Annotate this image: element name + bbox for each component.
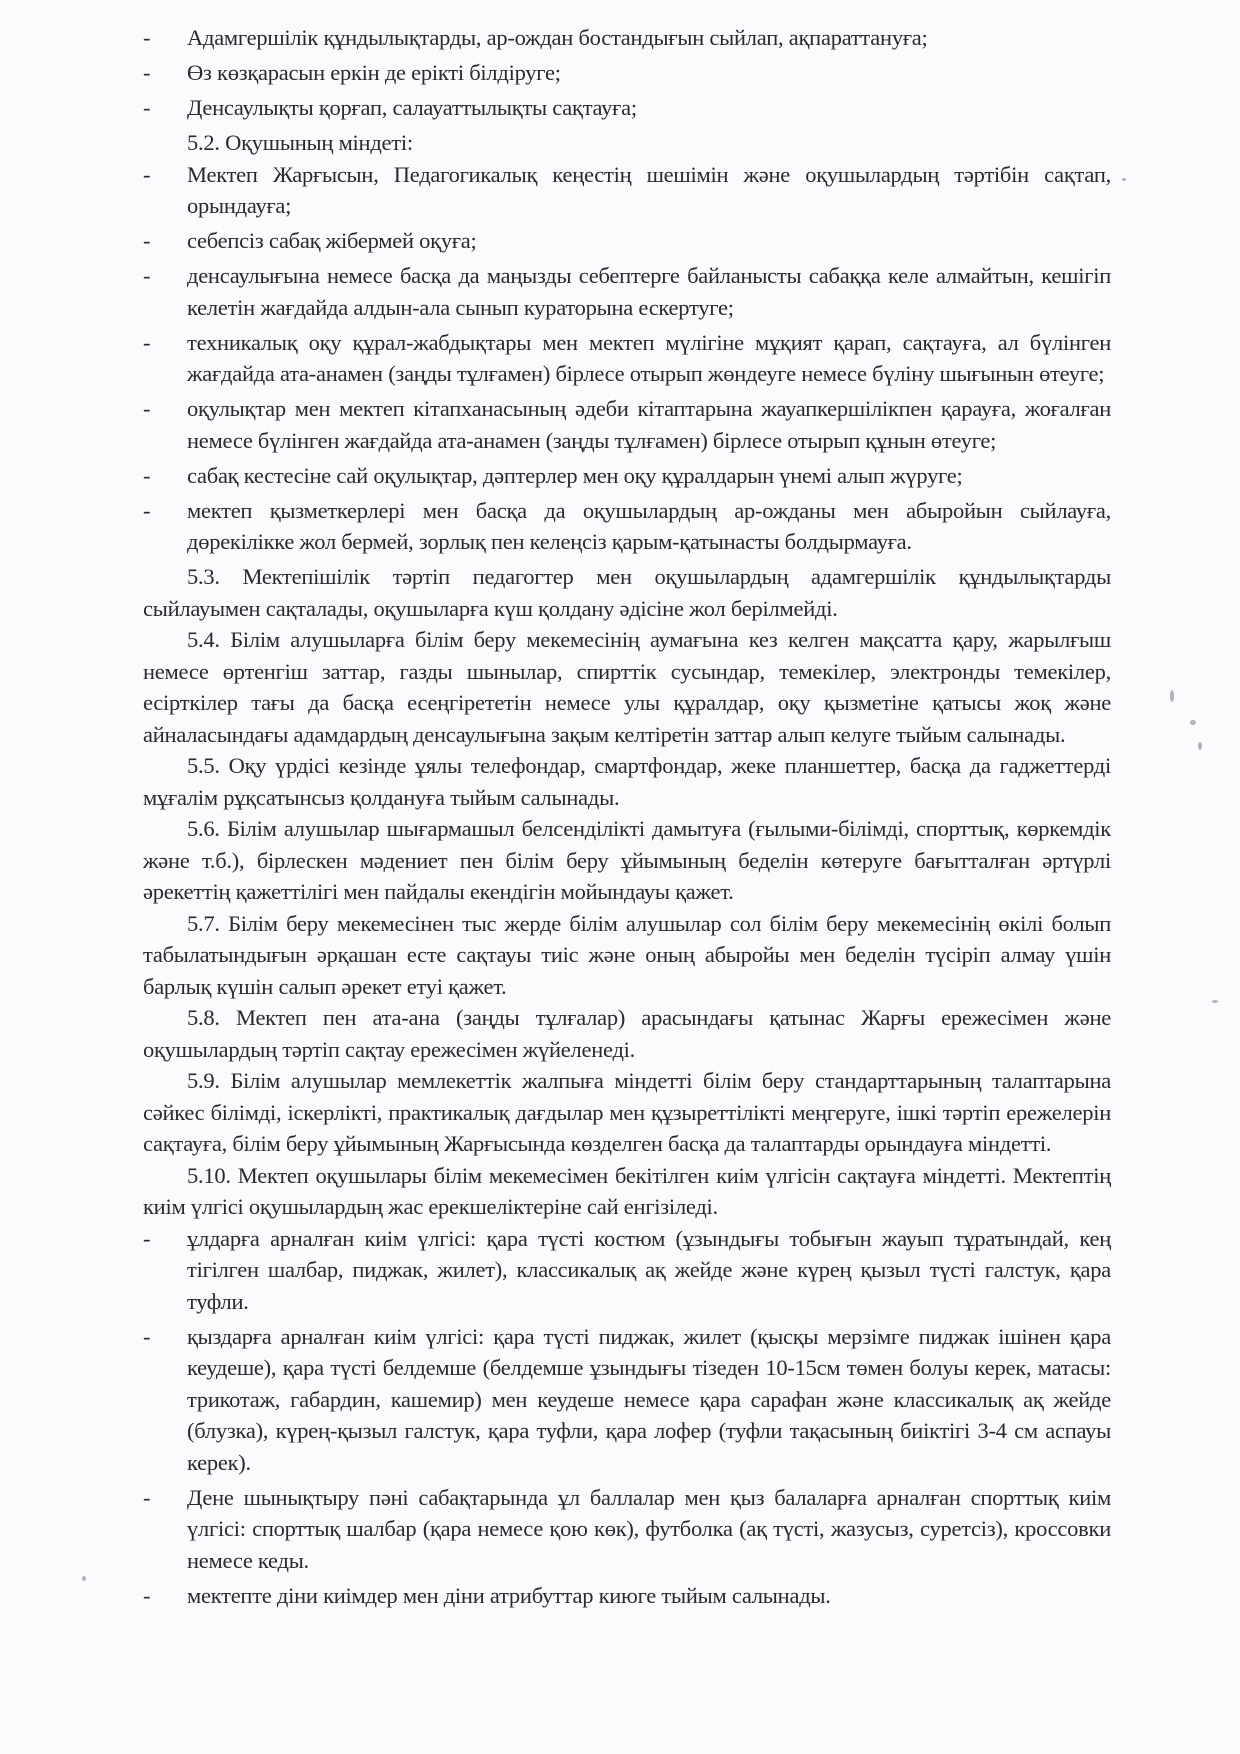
bullet-text: сабақ кестесіне сай оқулықтар, дәптерлер мен оқу құралдарын үнемі алып жүруге; bbox=[187, 462, 963, 488]
bullet-dash: - bbox=[143, 1225, 151, 1251]
bullet-dash: - bbox=[143, 25, 151, 50]
bullet-text: оқулықтар мен мектеп кітапханасының әдеби кітаптарына жауапкершілікпен қарауға, жоғалған немесе бүлінген жағдайда ата-анамен (заңды тұлғамен) бірлесе отырып құнын өтеуге; bbox=[187, 396, 1111, 453]
bullet-item bbox=[143, 1482, 1111, 1577]
scan-speck bbox=[82, 1576, 86, 1581]
paragraph-5-3: 5.3. Мектепішілік тәртіп педагогтер мен оқушылардың адамгершілік құндылықтарды сыйлауымен сақталады, оқушыларға күш қолдану әдісіне жол берілмейді. bbox=[143, 564, 1111, 621]
section-heading: 5.2. Оқушының міндеті: bbox=[187, 130, 413, 155]
bullet-item bbox=[143, 260, 1111, 323]
bullet-dash: - bbox=[143, 462, 151, 488]
scan-speck bbox=[1122, 178, 1126, 181]
bullet-text: Адамгершілік құндылықтарды, ар-ождан бостандығын сыйлап, ақпараттануға; bbox=[187, 25, 928, 50]
bullet-text: Өз көзқарасын еркін де ерікті білдіруге; bbox=[187, 60, 561, 85]
scan-speck bbox=[1190, 720, 1196, 725]
bullet-dash: - bbox=[143, 1484, 151, 1510]
bullet-dash: - bbox=[143, 95, 151, 120]
bullet-item bbox=[143, 1321, 1111, 1479]
bullet-text: техникалық оқу құрал-жабдықтары мен мектеп мүлігіне мұқият қарап, сақтауға, ал бүлінген жағдайда ата-анамен (заңды тұлғамен) бірлесе отырып жөндеуге немесе бүліну шығынын өтеуге; bbox=[187, 329, 1111, 386]
paragraph-5-6: 5.6. Білім алушылар шығармашыл белсенділікті дамытуға (ғылыми-білімді, спорттық, көркемдік және т.б.), бірлескен мәдениет пен білім беру ұйымының беделін көтеруге бағытталған әртүрлі әрекеттің қажеттілігі мен пайдалы екендігін мойындауы қажет. bbox=[143, 816, 1111, 904]
paragraph-5-10: 5.10. Мектеп оқушылары білім мекемесімен бекітілген киім үлгісін сақтауға міндетті. Мектептің киім үлгісі оқушылардың жас ерекшеліктеріне сай енгізіледі. bbox=[143, 1162, 1111, 1219]
bullet-item bbox=[143, 159, 1111, 222]
bullet-item bbox=[143, 327, 1111, 390]
bullet-dash: - bbox=[143, 60, 151, 85]
document-page bbox=[143, 22, 1111, 1615]
bullet-text: мектепте діни киімдер мен діни атрибуттар киюге тыйым салынады. bbox=[187, 1582, 831, 1608]
bullet-item bbox=[143, 495, 1111, 558]
bullet-text: себепсіз сабақ жібермей оқуға; bbox=[187, 228, 477, 253]
bullet-text: мектеп қызметкерлері мен басқа да оқушылардың ар-ожданы мен абыройын сыйлауға, дөрекілікке жол бермей, зорлық пен келеңсіз қарым-қатынасты болдырмауға. bbox=[187, 497, 1111, 554]
bullet-text: Денсаулықты қорғап, салауаттылықты сақтауға; bbox=[187, 95, 637, 120]
bullet-item bbox=[143, 460, 1111, 492]
bullet-text: Мектеп Жарғысын, Педагогикалық кеңестің шешімін және оқушылардың тәртібін сақтап, орындауға; bbox=[187, 161, 1111, 218]
scan-speck bbox=[1212, 1000, 1218, 1003]
bullet-dash: - bbox=[143, 1323, 151, 1349]
bullet-dash: - bbox=[143, 329, 151, 355]
bullet-dash: - bbox=[143, 161, 151, 187]
bullet-item bbox=[143, 1580, 1111, 1612]
bullet-item bbox=[143, 393, 1111, 456]
paragraph-5-5: 5.5. Оқу үрдісі кезінде ұялы телефондар, смартфондар, жеке планшеттер, басқа да гаджеттерді мұғалім рұқсатынсыз қолдануға тыйым салынады. bbox=[143, 753, 1111, 810]
bullet-dash: - bbox=[143, 497, 151, 523]
bullet-dash: - bbox=[143, 1582, 151, 1608]
bullet-item bbox=[143, 1223, 1111, 1318]
scan-speck bbox=[1198, 742, 1202, 750]
bullet-item bbox=[143, 22, 1111, 54]
bullet-dash: - bbox=[143, 228, 151, 253]
bullet-text: Дене шынықтыру пәні сабақтарында ұл баллалар мен қыз балаларға арналған спорттық киім үлгісі: спорттық шалбар (қара немесе қою көк), футболка (ақ түсті, жазусыз, суретсіз), кроссовки немесе кеды. bbox=[187, 1484, 1111, 1573]
paragraph-5-9: 5.9. Білім алушылар мемлекеттік жалпыға міндетті білім беру стандарттарының талаптарына сәйкес білімді, іскерлікті, практикалық дағдылар мен құзыреттілікті меңгеруге, ішкі тәртіп ережелерін сақтауға, білім беру ұйымының Жарғысында көзделген басқа да талаптарды орындауға міндетті. bbox=[143, 1068, 1111, 1156]
paragraph-5-4: 5.4. Білім алушыларға білім беру мекемесінің аумағына кез келген мақсатта қару, жарылғыш немесе өртенгіш заттар, газды шынылар, спирттік сусындар, темекілер, электронды темекілер, есірткілер тағы да басқа есеңгірететін немесе улы құралдар, оқу қызметіне қатысы жоқ және айналасындағы адамдардың денсаулығына зақым келтіретін заттар алып келуге тыйым салынады. bbox=[143, 627, 1111, 747]
paragraph-5-7: 5.7. Білім беру мекемесінен тыс жерде білім алушылар сол білім беру мекемесінің өкілі болып табылатындығын әрқашан есте сақтауы тиіс және оның абыройы мен беделін түсіріп алмау үшін барлық күшін салып әрекет етуі қажет. bbox=[143, 910, 1111, 999]
paragraph-5-8: 5.8. Мектеп пен ата-ана (заңды тұлғалар) арасындағы қатынас Жарғы ережесімен және оқушылардың тәртіп сақтау ережесімен жүйеленеді. bbox=[143, 1005, 1111, 1062]
bullet-dash: - bbox=[143, 263, 151, 288]
bullet-text: ұлдарға арналған киім үлгісі: қара түсті костюм (ұзындығы тобығын жауып тұратындай, кең тігілген шалбар, пиджак, жилет), классикалық ақ жейде және күрең қызыл түсті галстук, қара туфли. bbox=[187, 1225, 1111, 1314]
bullet-item bbox=[143, 92, 1111, 124]
bullet-item bbox=[143, 225, 1111, 257]
bullet-item bbox=[143, 57, 1111, 89]
scan-speck bbox=[1170, 690, 1174, 702]
bullet-dash: - bbox=[143, 396, 151, 421]
bullet-text: денсаулығына немесе басқа да маңызды себептерге байланысты сабаққа келе алмайтын, кешігіп келетін жағдайда алдын-ала сынып кураторына ескертуге; bbox=[187, 263, 1111, 320]
bullet-text: қыздарға арналған киім үлгісі: қара түсті пиджак, жилет (қысқы мерзімге пиджак ішінен қара кеудеше), қара түсті белдемше (белдемше ұзындығы тізеден 10-15см төмен болуы керек, матасы: трикотаж, габардин, кашемир) мен кеудеше немесе қара сарафан және классикалық ақ жейде (блузка), күрең-қызыл галстук, қара туфли, қара лофер (туфли тақасының биіктігі 3-4 см аспауы керек). bbox=[187, 1323, 1111, 1475]
